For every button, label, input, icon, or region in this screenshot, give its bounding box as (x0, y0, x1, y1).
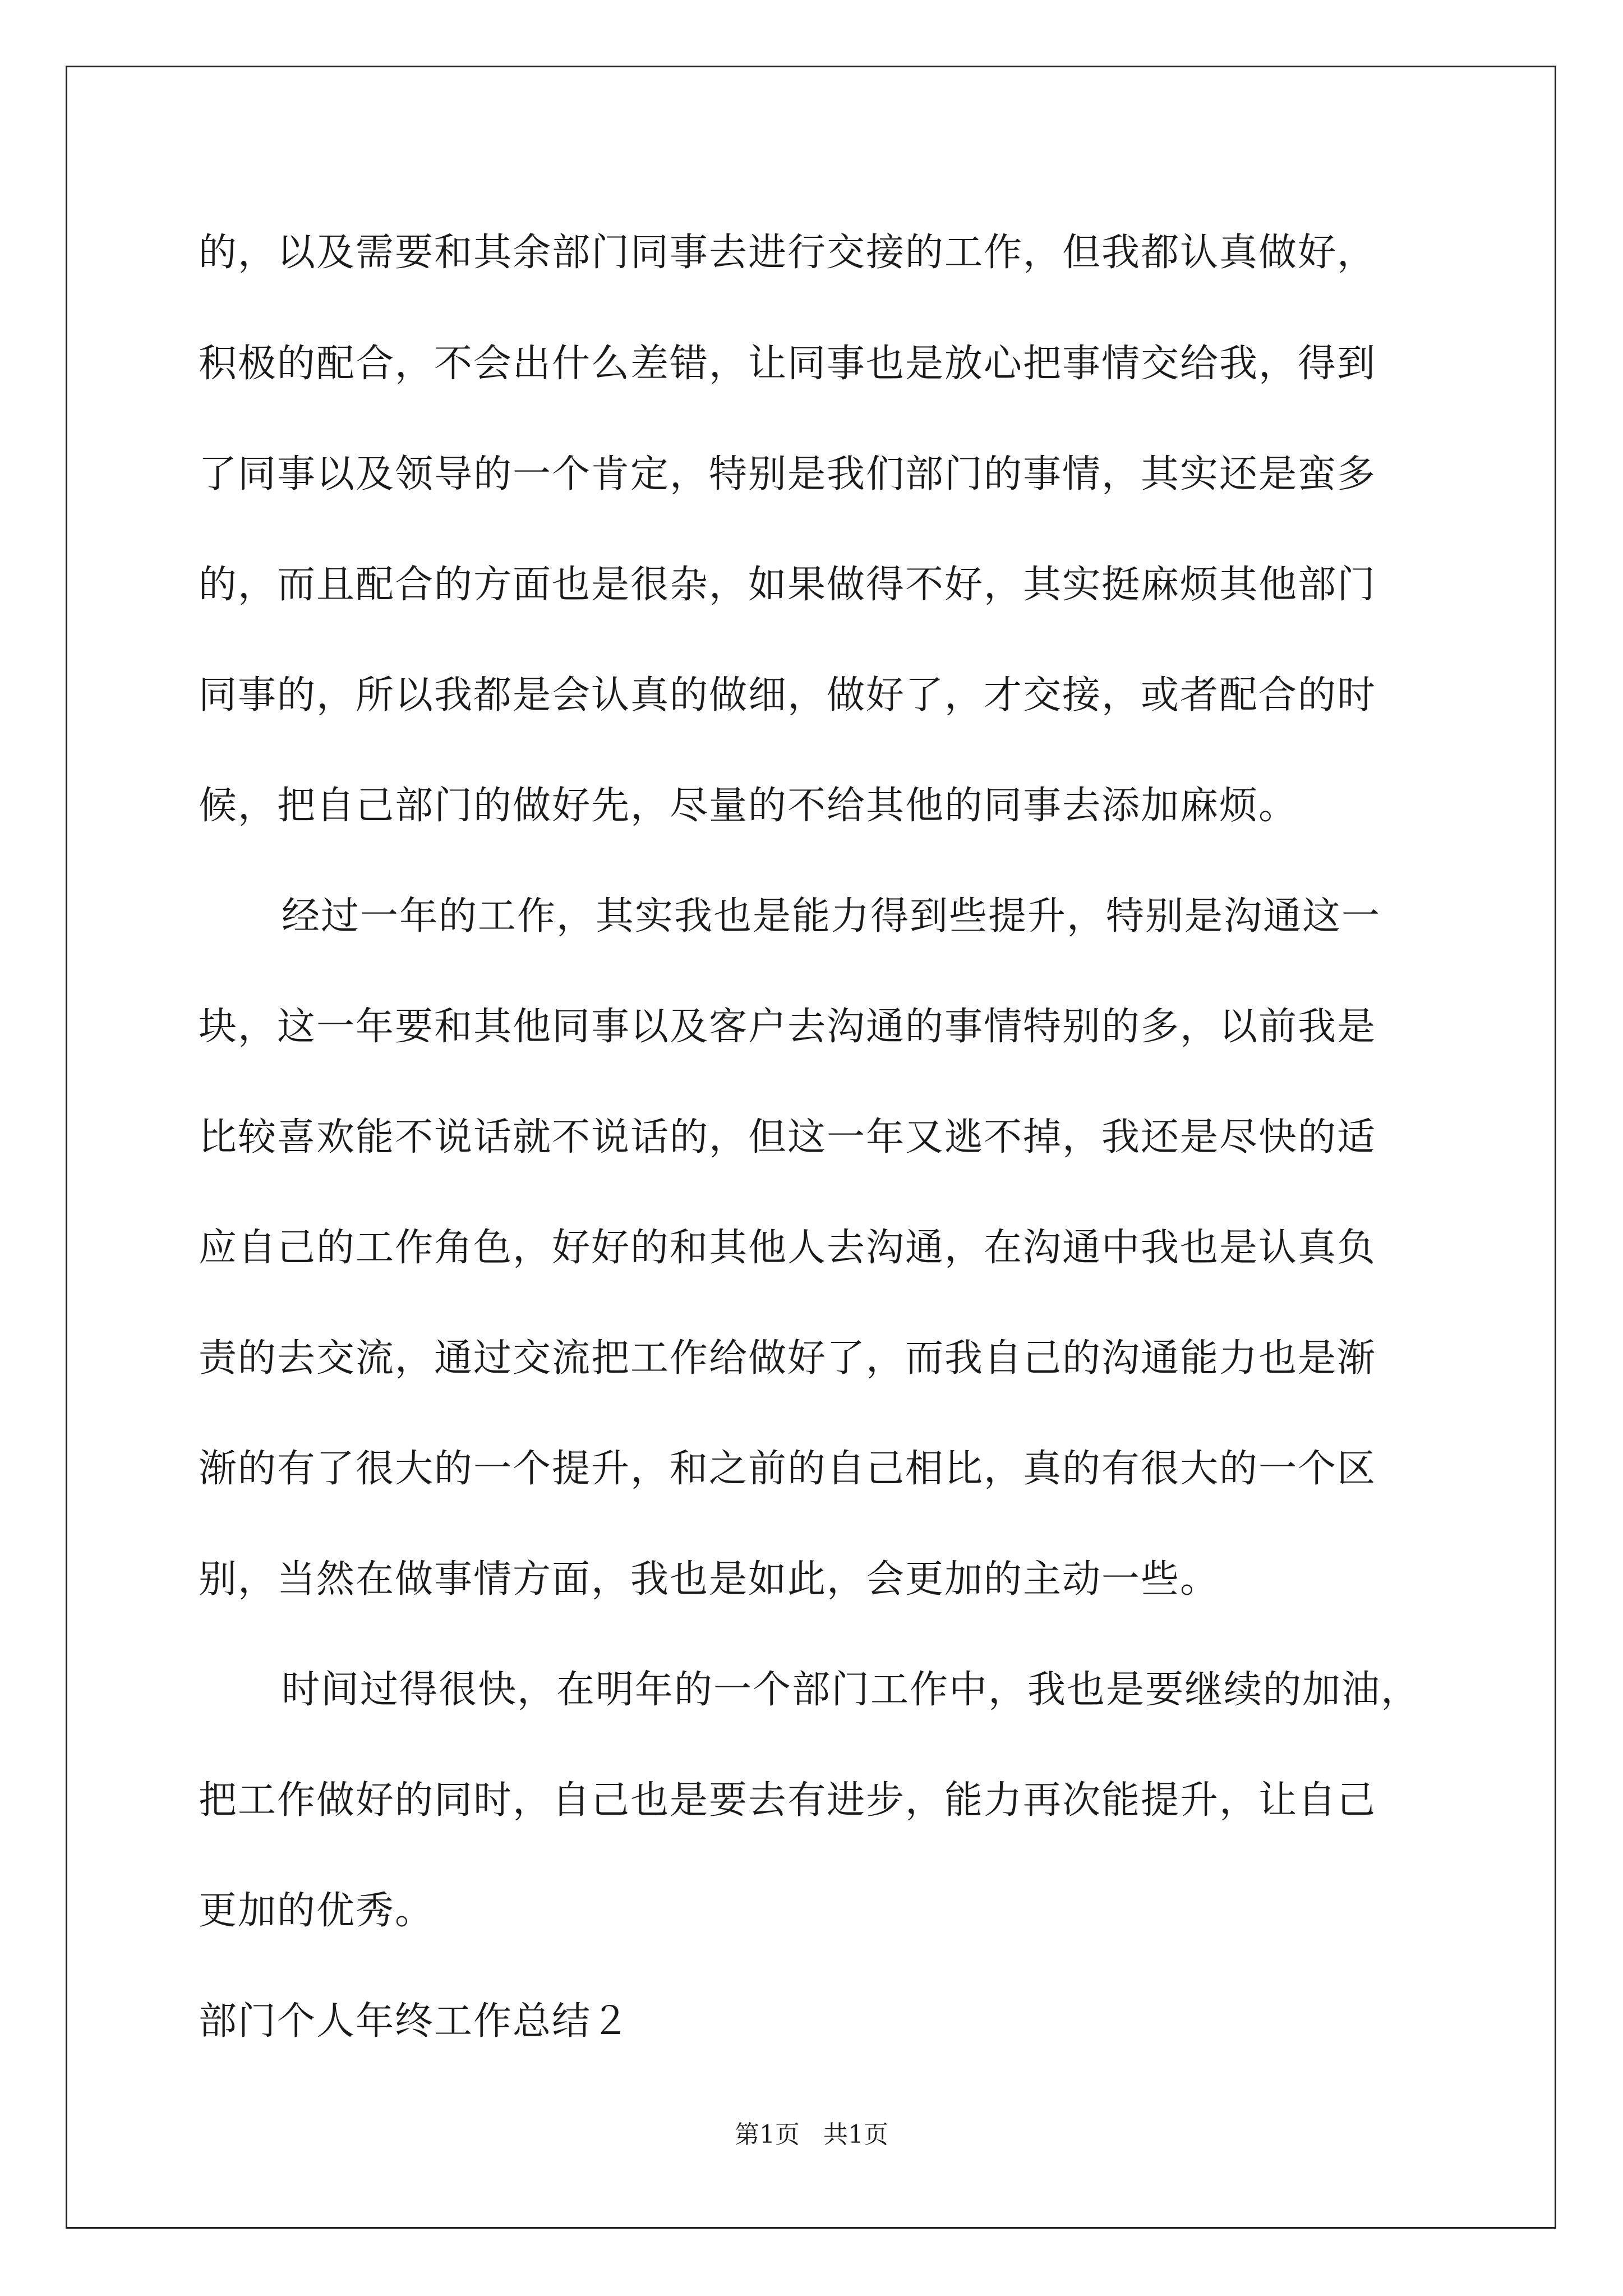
body-line: 应自己的工作角色，好好的和其他人去沟通，在沟通中我也是认真负 (199, 1226, 1377, 1270)
body-line: 把工作做好的同时，自己也是要去有进步，能力再次能提升，让自己 (199, 1778, 1377, 1823)
body-line: 的，而且配合的方面也是很杂，如果做得不好，其实挺麻烦其他部门 (199, 563, 1377, 607)
body-line: 别，当然在做事情方面，我也是如此，会更加的主动一些。 (199, 1557, 1220, 1602)
body-line: 比较喜欢能不说话就不说话的，但这一年又逃不掉，我还是尽快的适 (199, 1115, 1377, 1159)
body-line: 责的去交流，通过交流把工作给做好了，而我自己的沟通能力也是渐 (199, 1336, 1377, 1381)
paragraph-first-line: 经过一年的工作，其实我也是能力得到些提升，特别是沟通这一 (282, 894, 1381, 938)
body-line: 积极的配合，不会出什么差错，让同事也是放心把事情交给我，得到 (199, 342, 1377, 386)
body-line: 同事的，所以我都是会认真的做细，做好了，才交接，或者配合的时 (199, 673, 1377, 717)
body-line: 了同事以及领导的一个肯定，特别是我们部门的事情，其实还是蛮多 (199, 452, 1377, 496)
paragraph-first-line: 时间过得很快，在明年的一个部门工作中，我也是要继续的加油， (282, 1668, 1421, 1712)
body-line: 的，以及需要和其余部门同事去进行交接的工作，但我都认真做好， (199, 231, 1377, 275)
body-line: 渐的有了很大的一个提升，和之前的自己相比，真的有很大的一个区 (199, 1447, 1377, 1491)
body-line: 更加的优秀。 (199, 1889, 435, 1933)
body-line: 块，这一年要和其他同事以及客户去沟通的事情特别的多，以前我是 (199, 1005, 1377, 1049)
section-heading: 部门个人年终工作总结２ (199, 1999, 631, 2044)
page-footer: 第1页 共1页 (735, 2120, 888, 2149)
body-line: 候，把自己部门的做好先，尽量的不给其他的同事去添加麻烦。 (199, 784, 1298, 828)
